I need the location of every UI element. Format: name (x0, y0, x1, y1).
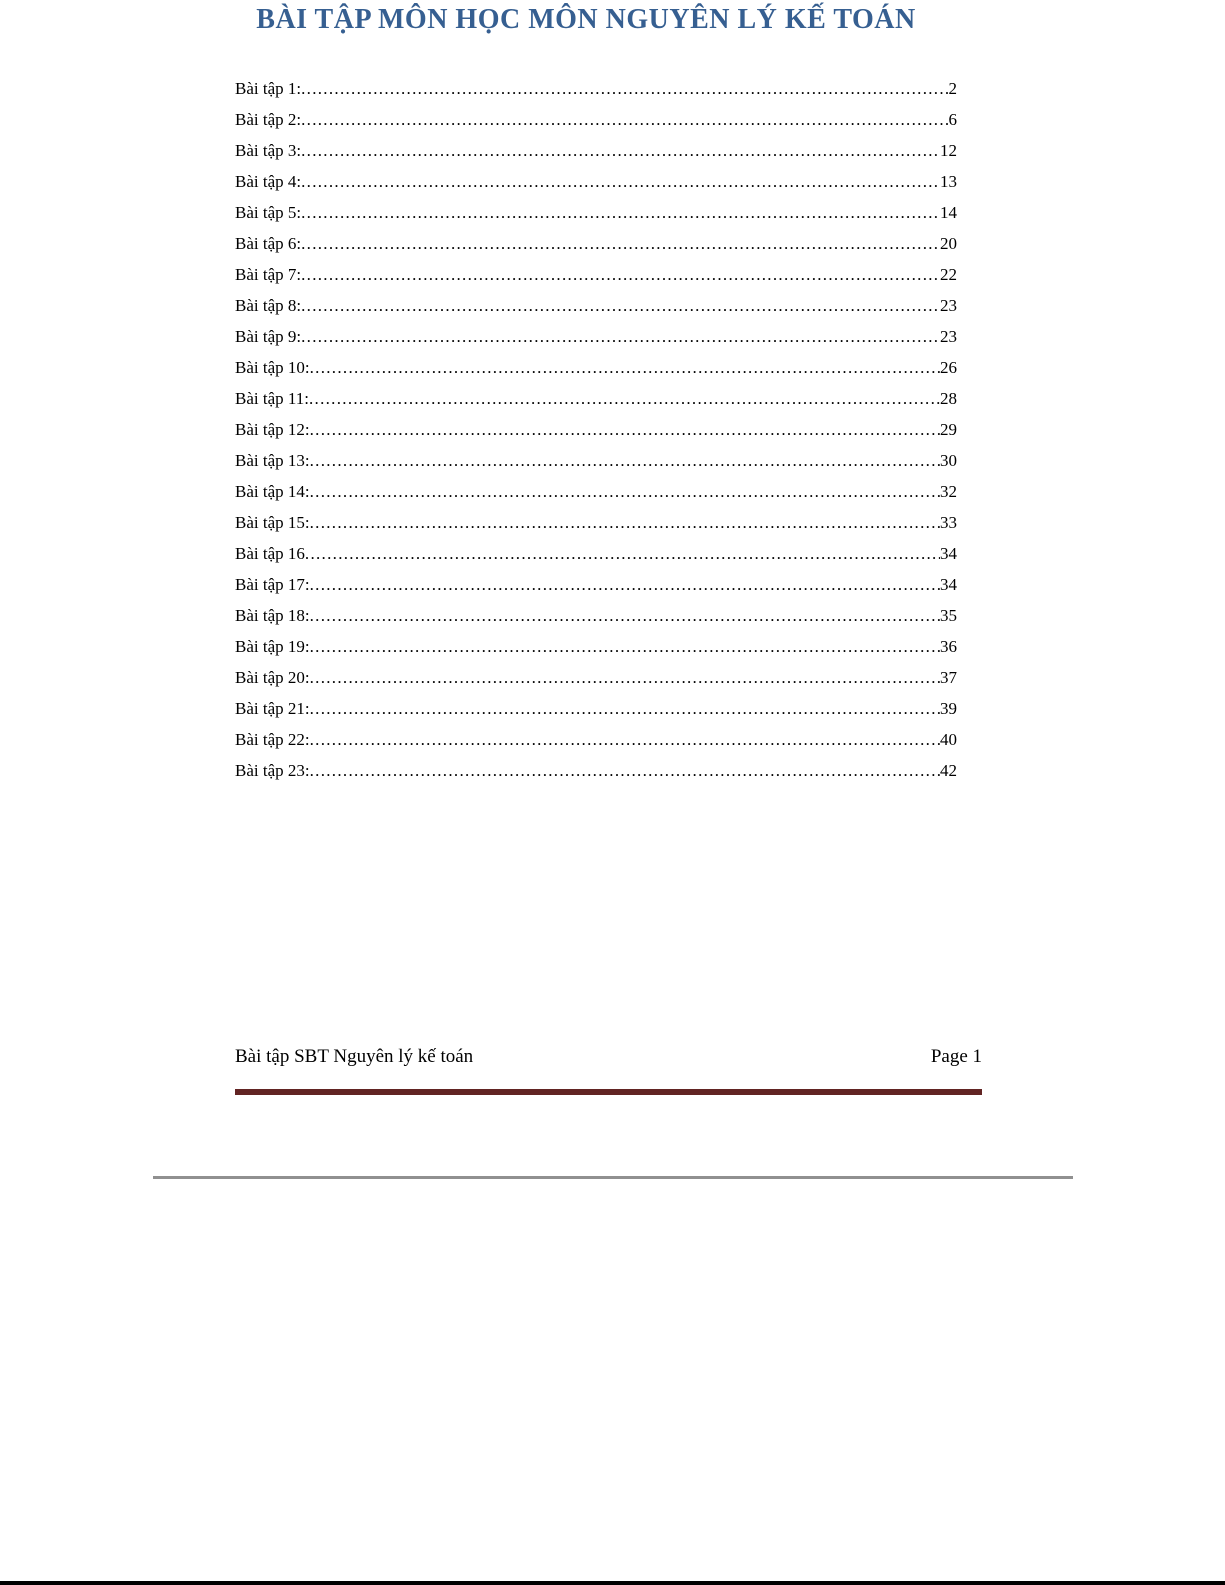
toc-leader-dots (310, 693, 940, 724)
toc-leader-dots (310, 445, 940, 476)
toc-entry (235, 321, 957, 352)
toc-leader-dots (310, 352, 940, 383)
next-page-edge-line (0, 1581, 1225, 1585)
toc-leader-dots (301, 104, 948, 135)
toc-entry (235, 228, 957, 259)
toc-entry-page-number: 29 (940, 420, 957, 439)
toc-leader-dots (301, 197, 940, 228)
toc-entry-label: Bài tập 10: (235, 358, 310, 377)
toc-leader-dots (310, 631, 940, 662)
toc-entry-page-number: 36 (940, 637, 957, 656)
toc-leader-dots (310, 507, 940, 538)
toc-entry-page-number: 22 (940, 265, 957, 284)
toc-entry (235, 476, 957, 507)
toc-entry-label: Bài tập 7: (235, 265, 302, 284)
toc-entry-page-number: 2 (948, 79, 957, 98)
toc-leader-dots (309, 383, 940, 414)
toc-entry-label: Bài tập 22: (235, 730, 310, 749)
toc-entry (235, 538, 957, 569)
toc-entry (235, 507, 957, 538)
toc-entry (235, 600, 957, 631)
toc-entry-label: Bài tập 16 (235, 544, 305, 563)
toc-entry (235, 104, 957, 135)
toc-leader-dots (310, 476, 940, 507)
toc-entry (235, 445, 957, 476)
toc-entry-label: Bài tập 5: (235, 203, 302, 222)
toc-entry-label: Bài tập 11: (235, 389, 309, 408)
footer-document-name: Bài tập SBT Nguyên lý kế toán (235, 1046, 474, 1067)
toc-entry-page-number: 12 (940, 141, 957, 160)
toc-leader-dots (301, 166, 940, 197)
toc-entry-page-number: 13 (940, 172, 957, 191)
toc-entry-label: Bài tập 19: (235, 637, 310, 656)
toc-entry (235, 631, 957, 662)
toc-entry-page-number: 6 (948, 110, 957, 129)
toc-leader-dots (310, 662, 940, 693)
toc-entry-label: Bài tập 15: (235, 513, 310, 532)
toc-entry (235, 352, 957, 383)
toc-leader-dots (310, 600, 940, 631)
toc-entry-page-number: 33 (940, 513, 957, 532)
toc-leader-dots (301, 135, 940, 166)
toc-entry-page-number: 32 (940, 482, 957, 501)
toc-entry (235, 166, 957, 197)
toc-entry (235, 414, 957, 445)
toc-entry-label: Bài tập 2: (235, 110, 302, 129)
toc-leader-dots (301, 321, 940, 352)
toc-entry (235, 197, 957, 228)
toc-entry-page-number: 39 (940, 699, 957, 718)
toc-entry-label: Bài tập 14: (235, 482, 310, 501)
toc-entry (235, 693, 957, 724)
toc-entry-label: Bài tập 4: (235, 172, 302, 191)
toc-leader-dots (310, 755, 940, 786)
toc-entry (235, 73, 957, 104)
toc-entry-label: Bài tập 1: (235, 79, 302, 98)
page-break-line (153, 1176, 1073, 1179)
toc-leader-dots (310, 724, 940, 755)
toc-entry (235, 135, 957, 166)
table-of-contents (235, 73, 957, 786)
footer-rule (235, 1089, 982, 1095)
toc-entry-label: Bài tập 8: (235, 296, 302, 315)
toc-leader-dots (310, 569, 940, 600)
toc-entry-page-number: 14 (940, 203, 957, 222)
footer-page-number: Page 1 (930, 1046, 982, 1067)
toc-leader-dots (301, 290, 940, 321)
toc-entry-page-number: 30 (940, 451, 957, 470)
toc-entry-label: Bài tập 23: (235, 761, 310, 780)
toc-entry-page-number: 34 (940, 575, 957, 594)
toc-entry (235, 755, 957, 786)
toc-entry-page-number: 34 (940, 544, 957, 563)
toc-entry-page-number: 28 (940, 389, 957, 408)
toc-entry (235, 662, 957, 693)
toc-leader-dots (301, 228, 940, 259)
toc-leader-dots (305, 538, 940, 569)
document-title: BÀI TẬP MÔN HỌC MÔN NGUYÊN LÝ KẾ TOÁN (256, 4, 916, 35)
page-footer (235, 1046, 982, 1068)
toc-entry-label: Bài tập 9: (235, 327, 302, 346)
toc-entry-label: Bài tập 12: (235, 420, 310, 439)
toc-entry-page-number: 40 (940, 730, 957, 749)
toc-entry (235, 724, 957, 755)
toc-entry-label: Bài tập 21: (235, 699, 310, 718)
toc-entry-label: Bài tập 6: (235, 234, 302, 253)
toc-entry-page-number: 23 (940, 296, 957, 315)
toc-entry (235, 569, 957, 600)
toc-entry-page-number: 42 (940, 761, 957, 780)
toc-entry-label: Bài tập 17: (235, 575, 310, 594)
toc-entry (235, 383, 957, 414)
toc-entry-page-number: 23 (940, 327, 957, 346)
toc-leader-dots (301, 73, 948, 104)
toc-entry-label: Bài tập 13: (235, 451, 310, 470)
toc-entry-label: Bài tập 3: (235, 141, 302, 160)
toc-entry-page-number: 20 (940, 234, 957, 253)
toc-entry-label: Bài tập 20: (235, 668, 310, 687)
toc-entry-page-number: 37 (940, 668, 957, 687)
toc-entry (235, 259, 957, 290)
toc-entry-page-number: 26 (940, 358, 957, 377)
toc-entry-label: Bài tập 18: (235, 606, 310, 625)
toc-entry-page-number: 35 (940, 606, 957, 625)
toc-entry (235, 290, 957, 321)
toc-leader-dots (310, 414, 940, 445)
toc-leader-dots (301, 259, 940, 290)
